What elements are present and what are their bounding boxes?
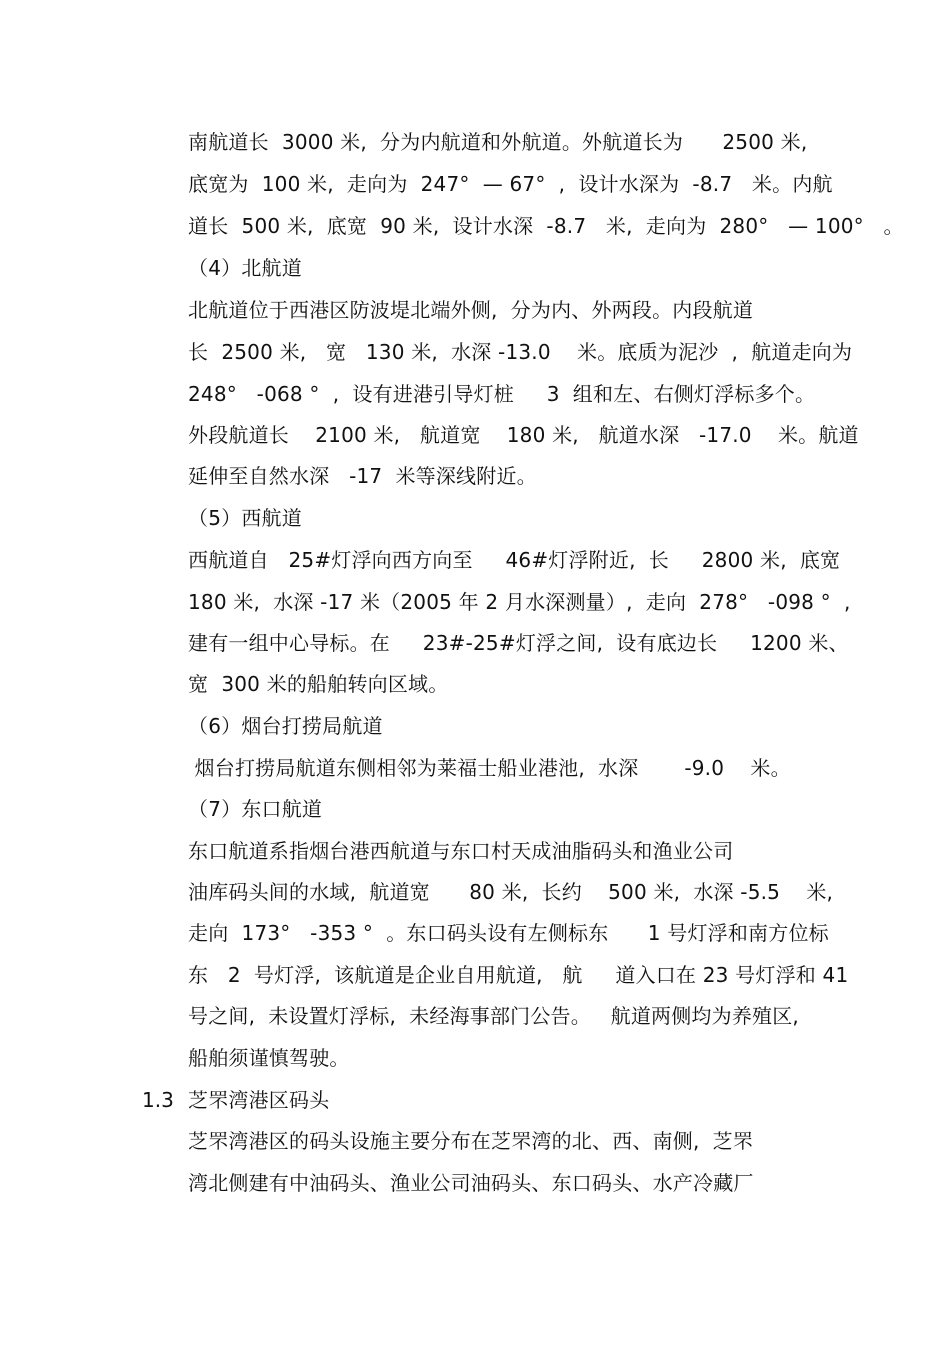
subsection-heading: （5）西航道: [188, 506, 302, 530]
paragraph-line: 北航道位于西港区防波堤北端外侧, 分为内、外两段。内段航道: [188, 298, 754, 322]
paragraph-line: 道长 500 米, 底宽 90 米, 设计水深 -8.7 米, 走向为 280° — 100° 。: [188, 214, 904, 238]
paragraph-line: 248° -068 ° , 设有进港引导灯桩 3 组和左、右侧灯浮标多个。: [188, 382, 816, 406]
paragraph-line: 东 2 号灯浮, 该航道是企业自用航道, 航 道入口在 23 号灯浮和 41: [188, 963, 849, 987]
paragraph-line: 延伸至自然水深 -17 米等深线附近。: [188, 464, 537, 488]
subsection-heading: （7）东口航道: [188, 797, 323, 821]
paragraph-line: 180 米, 水深 -17 米（2005 年 2 月水深测量）, 走向 278° -098 ° ,: [188, 590, 851, 614]
paragraph-line: 底宽为 100 米, 走向为 247° — 67° , 设计水深为 -8.7 米。内航: [188, 172, 833, 196]
paragraph-line: 号之间, 未设置灯浮标, 未经海事部门公告。 航道两侧均为养殖区,: [188, 1004, 799, 1028]
paragraph-line: 建有一组中心导标。在 23#-25#灯浮之间, 设有底边长 1200 米、: [188, 631, 849, 655]
paragraph-line: 湾北侧建有中油码头、渔业公司油码头、东口码头、水产冷藏厂: [188, 1171, 754, 1195]
paragraph-line: 南航道长 3000 米, 分为内航道和外航道。外航道长为 2500 米,: [188, 130, 808, 154]
section-heading: 芝罘湾港区码头: [188, 1088, 330, 1112]
paragraph-line: 船舶须谨慎驾驶。: [188, 1046, 350, 1070]
paragraph-line: 油库码头间的水域, 航道宽 80 米, 长约 500 米, 水深 -5.5 米,: [188, 880, 834, 904]
subsection-heading: （6）烟台打捞局航道: [188, 714, 383, 738]
paragraph-line: 西航道自 25#灯浮向西方向至 46#灯浮附近, 长 2800 米, 底宽: [188, 548, 841, 572]
paragraph-line: 宽 300 米的船舶转向区域。: [188, 672, 449, 696]
paragraph-line: 东口航道系指烟台港西航道与东口村天成油脂码头和渔业公司: [188, 839, 734, 863]
section-number: 1.3: [142, 1088, 174, 1112]
subsection-heading: （4）北航道: [188, 256, 302, 280]
paragraph-line: 外段航道长 2100 米, 航道宽 180 米, 航道水深 -17.0 米。航道: [188, 423, 859, 447]
paragraph-line: 走向 173° -353 ° 。东口码头设有左侧标东 1 号灯浮和南方位标: [188, 921, 829, 945]
paragraph-line: 芝罘湾港区的码头设施主要分布在芝罘湾的北、西、南侧, 芝罘: [188, 1129, 754, 1153]
paragraph-line: 长 2500 米, 宽 130 米, 水深 -13.0 米。底质为泥沙 , 航道走向为: [188, 340, 853, 364]
paragraph-line: 烟台打捞局航道东侧相邻为莱福士船业港池, 水深 -9.0 米。: [188, 756, 791, 780]
